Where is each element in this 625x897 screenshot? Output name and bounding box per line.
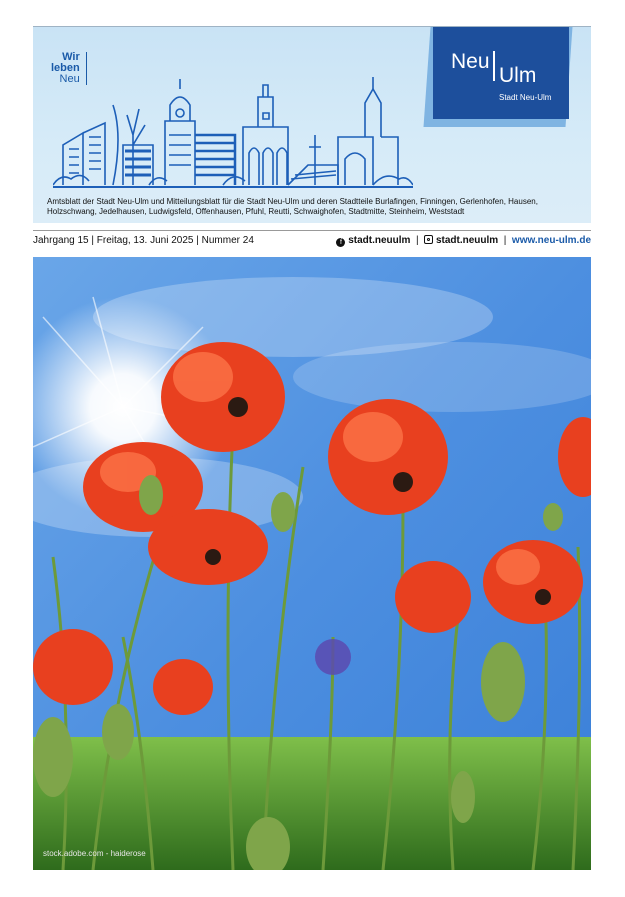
instagram-link[interactable]: stadt.neuulm (435, 235, 499, 246)
photo-credit: stock.adobe.com - haiderose (43, 849, 146, 858)
issue-info-bar (33, 230, 591, 253)
amtsblatt-description: Amtsblatt der Stadt Neu-Ulm und Mitteilungsblatt für die Stadt Neu-Ulm und deren Stadtteile Burlafingen, Finningen, Gerlenhofen, Hausen, Holzschwang, Jedelhausen, Ludwigsfeld, Offenhausen, Pfuhl, Reutti, Schwaighofen, Stadtmitte, Steinheim, Weststadt (47, 197, 538, 216)
masthead (33, 26, 591, 223)
logo-ulm-text: Ulm (499, 64, 537, 87)
issue-details: Jahrgang 15 | Freitag, 13. Juni 2025 | Nummer 24 (33, 235, 254, 246)
social-links (336, 235, 591, 247)
website-link[interactable]: www.neu-ulm.de (511, 235, 591, 246)
city-skyline-illustration (53, 75, 413, 191)
separator: | (416, 235, 419, 246)
slogan-line-1: Wir (62, 51, 80, 63)
poppy-field-illustration (33, 257, 591, 870)
slogan-line-3: Neu (59, 73, 80, 85)
separator: | (503, 235, 507, 246)
neu-ulm-logo[interactable] (433, 27, 569, 119)
facebook-icon[interactable]: f (336, 238, 345, 247)
cover-photo-poppies (33, 257, 591, 870)
facebook-link[interactable]: stadt.neuulm (348, 235, 411, 246)
logo-divider (493, 51, 495, 81)
logo-subtitle: Stadt Neu-Ulm (499, 93, 552, 102)
slogan-line-2: leben (51, 62, 80, 74)
logo-neu-text: Neu (451, 50, 490, 73)
instagram-icon[interactable] (424, 235, 433, 244)
